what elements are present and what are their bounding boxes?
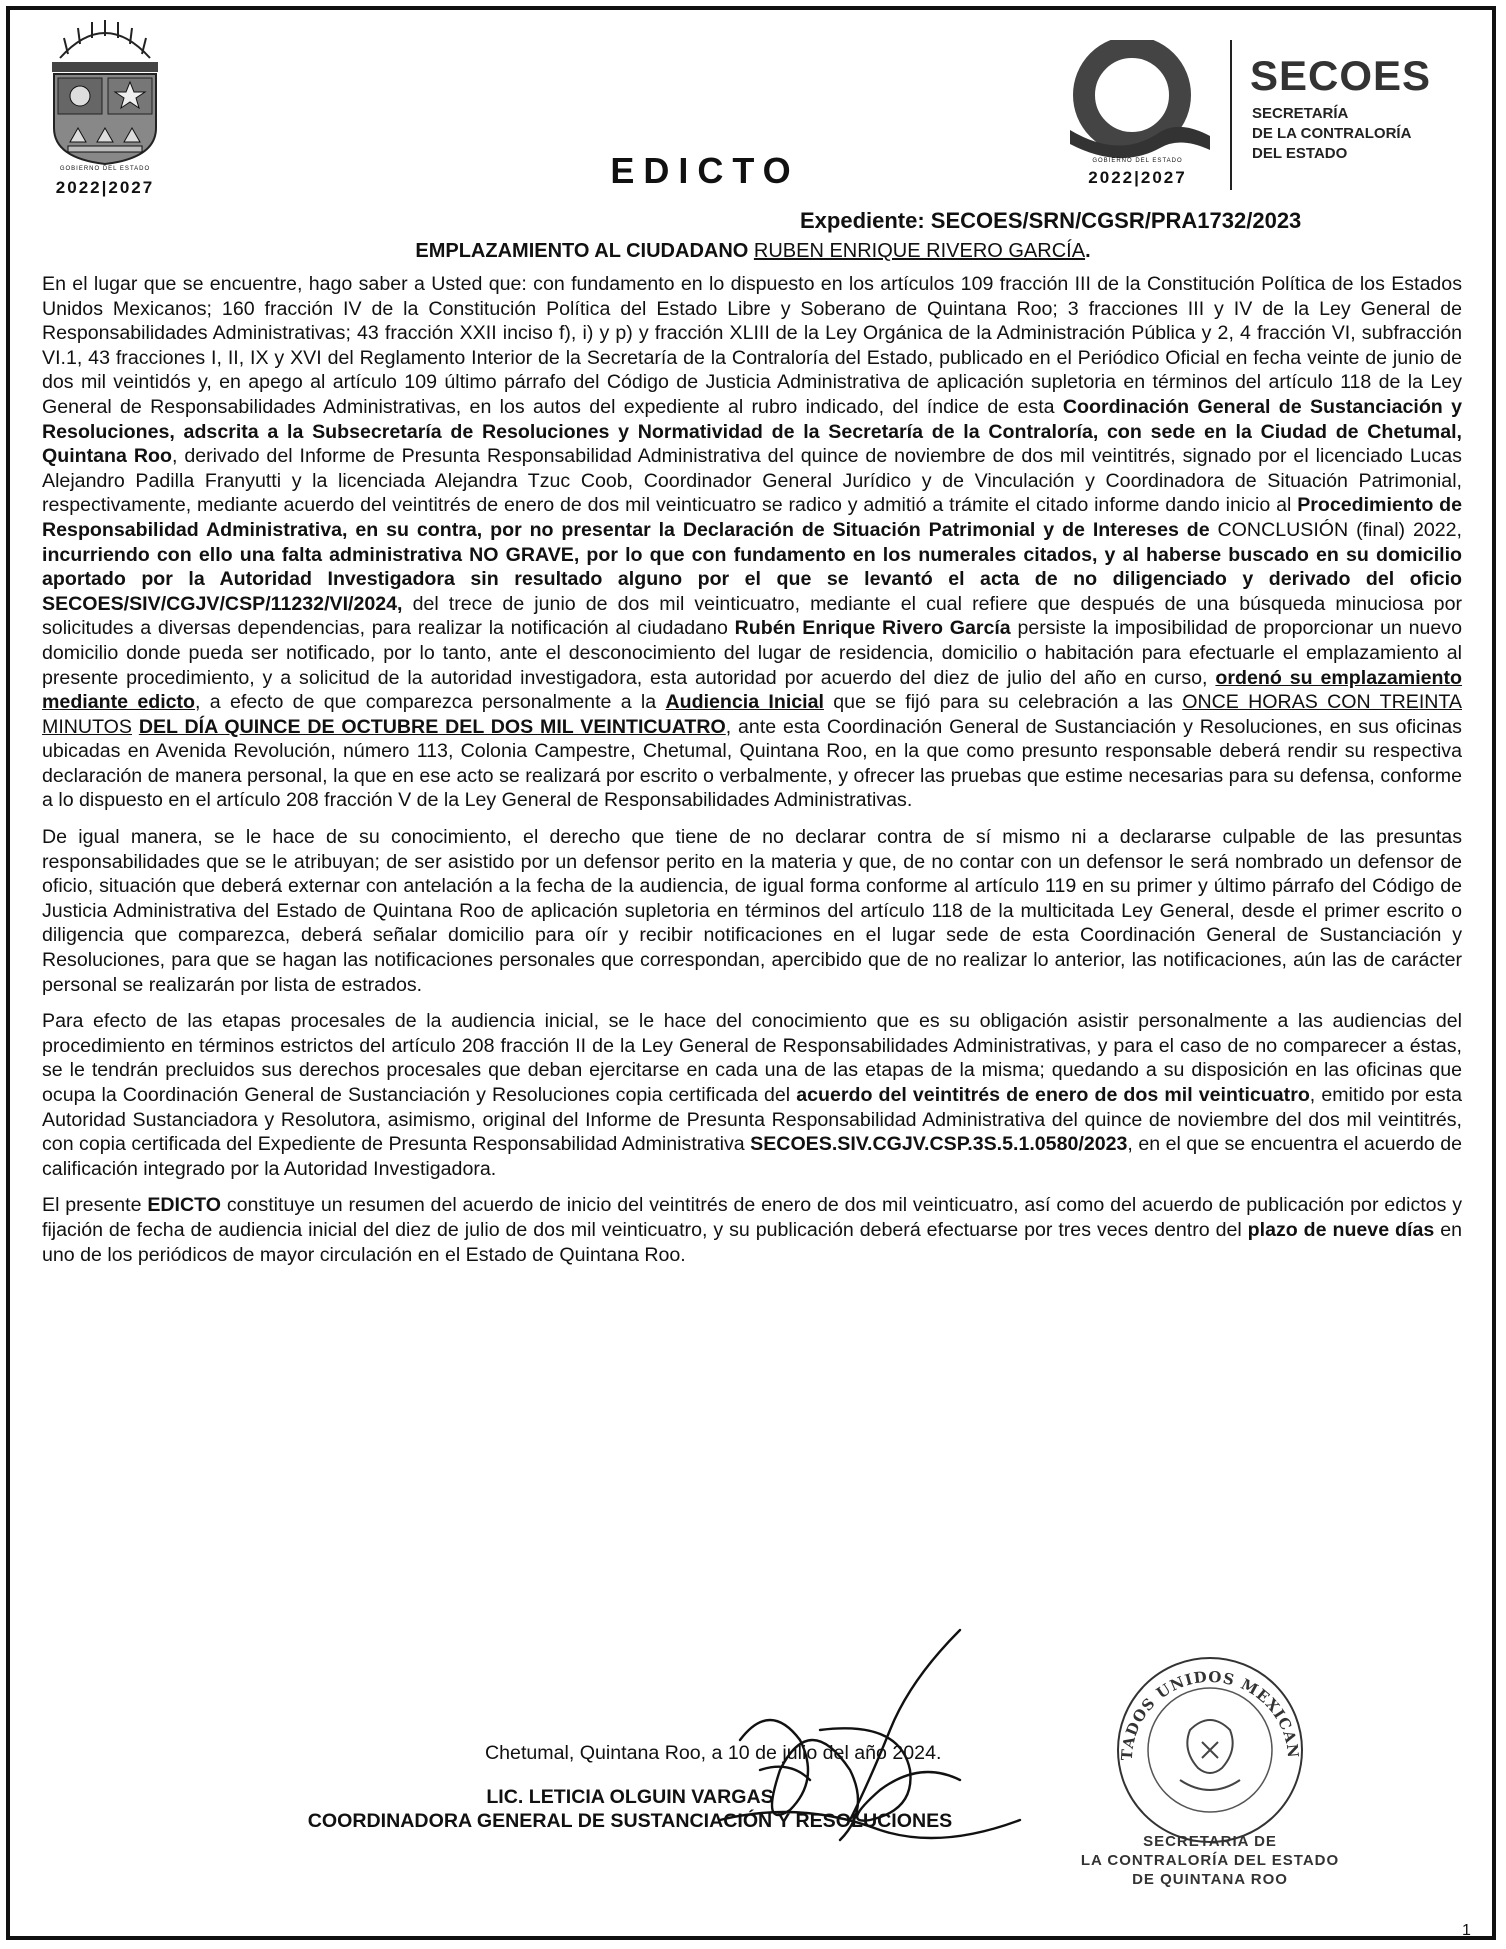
q-logo-years: 2022|2027 (1088, 168, 1187, 187)
text-run-bold-underlined: Audiencia Inicial (665, 691, 824, 714)
heading-suffix: . (1085, 240, 1091, 262)
text-run-bold: acuerdo del veintitrés de enero de dos mil veinticuatro (796, 1084, 1310, 1106)
text-run: El presente (42, 1194, 148, 1217)
paragraph-3 (42, 1009, 1462, 1181)
expediente-number: Expediente: SECOES/SRN/CGSR/PRA1732/2023 (800, 208, 1302, 233)
text-run-bold: Procedimiento de Responsabilidad Administrativa, en su contra, por no presentar la Declaración de Situación Patrimonial y de Intereses de (42, 494, 1462, 541)
text-run-bold: Rubén Enrique Rivero García (734, 617, 1011, 640)
seal-office-line: LA CONTRALORÍA DEL ESTADO (1080, 1852, 1340, 1869)
q-logo-icon (1060, 40, 1215, 160)
heading-name: RUBEN ENRIQUE RIVERO GARCÍA (753, 240, 1086, 262)
secoes-brand: SECOES (1250, 52, 1432, 99)
text-run-bold: Coordinación General de Sustanciación y Resoluciones, adscrita a la Subsecretaría de Resoluciones y Normatividad de la Secretaría de la Contraloría, con sede en la Ciudad de Chetumal, Quintana Roo (42, 395, 1462, 468)
secoes-subtitle-line: DE LA CONTRALORÍA (1252, 125, 1412, 142)
svg-text:ESTADOS UNIDOS MEXICANOS (1110, 1650, 1302, 1761)
seal-office-text (1030, 1832, 1390, 1889)
text-run: CONCLUSIÓN (final) 2022, (1209, 518, 1462, 541)
text-run: en uno de los periódicos de mayor circulación en el Estado de Quintana Roo. (42, 1218, 1462, 1266)
text-run-bold-underlined: ordenó su emplazamiento mediante edicto (42, 666, 1463, 714)
text-run-underlined: ONCE HORAS CON TREINTA MINUTOS (42, 691, 1462, 738)
document-title: EDICTO (610, 150, 800, 191)
paragraph-2: De igual manera, se le hace de su conocimiento, el derecho que tiene de no declarar contra de sí mismo ni a declararse culpable de las presuntas responsabilidades que se le atribuyan; de ser asistido por un defensor perito en la materia y que, de no contar con un defensor le será nombrado un defensor de oficio, situación que deberá externar con antelación a la fecha de la audiencia, de igual forma conforme al artículo 119 en su primer y último párrafo del Código de Justicia Administrativa del Estado de Quintana Roo de aplicación supletoria en términos del artículo 118 de la multicitada Ley General, desde el primer escrito o diligencia que comparezca, deberá señalar domicilio para oír y recibir notificaciones en el lugar sede de esta Coordinación General de Sustanciación y Resoluciones, para que se hagan las notificaciones personales que correspondan, apercibido que de no realizar lo anterior, las notificaciones, aún las de carácter personal se realizarán por lista de estrados. (42, 826, 1462, 996)
text-run: persiste la imposibilidad de proporcionar un nuevo domicilio donde pueda ser notificado, por lo tanto, ante el desconocimiento del lugar de residencia, domicilio o habitación para efectuarle el emplazamiento al presente procedimiento, y a solicitud de la autoridad investigadora, esta autoridad por acuerdo del diez de julio del año en curso, (42, 617, 1462, 689)
document-body (42, 272, 1462, 1279)
text-run-bold-underlined: DEL DÍA QUINCE DE OCTUBRE DEL DOS MIL VEINTICUATRO (138, 715, 726, 738)
left-logo-years: 2022|2027 (55, 178, 155, 197)
q-logo-gov-label: GOBIERNO DEL ESTADO (1092, 158, 1183, 164)
seal-office-line: DE QUINTANA ROO (1132, 1871, 1288, 1888)
secoes-subtitle-line: DEL ESTADO (1252, 145, 1348, 162)
paragraph-4 (42, 1193, 1462, 1267)
text-run: En el lugar que se encuentre, hago saber a Usted que: con fundamento en lo dispuesto en los artículos 109 fracción III de la Constitución Política de los Estados Unidos Mexicanos; 160 fracción IV de la Constitución Política del Estado Libre y Soberano de Quintana Roo; 3 fracciones III y IV de la Ley General de Responsabilidades Administrativas; 43 fracción XXII inciso f), i) y p) y fracción XLIII de la Ley Orgánica de la Administración Pública y 2, 4 fracción VI, subfracción VI.1, 43 fracciones I, II, IX y XVI del Reglamento Interior de la Secretaría de la Contraloría del Estado, publicado en el Periódico Oficial en fecha veinte de junio de dos mil veintidós y, en apego al artículo 109 último párrafo del Código de Justicia Administrativa de aplicación supletoria en términos del artículo 118 de la Ley General de Responsabilidades Administrativas, en los autos del expediente al rubro indicado, del índice de esta (42, 273, 1462, 418)
text-run-bold: EDICTO (147, 1194, 221, 1217)
text-run: , emitido por esta Autoridad Sustanciadora y Resolutora, asimismo, original del Informe de Presunta Responsabilidad Administrativa del quince de noviembre del dos mil veintitrés, con copia certificada del Expediente de Presunta Responsabilidad Administrativa (42, 1084, 1463, 1156)
text-run-bold: plazo de nueve días (1247, 1218, 1435, 1241)
text-run (132, 716, 139, 738)
text-run-bold: SECOES.SIV.CGJV.CSP.3S.5.1.0580/2023 (750, 1133, 1128, 1156)
city-date: Chetumal, Quintana Roo, a 10 de julio del año 2024. (485, 1742, 942, 1764)
text-run: que se fijó para su celebración a las (823, 691, 1183, 714)
seal-office-line: SECRETARIA DE (1143, 1833, 1277, 1850)
seal-text: TADOS UNIDOS MEXICAN (1117, 1667, 1303, 1761)
signer-name: LIC. LETICIA OLGUIN VARGAS (486, 1786, 774, 1808)
text-run: Para efecto de las etapas procesales de la audiencia inicial, se le hace del conocimiento que es su obligación asistir personalmente a las audiencias del procedimiento en términos estrictos del artículo 208 fracción II de la Ley General de Responsabilidades Administrativas, y para el caso de no comparecer a éstas, se le tendrán precluidos sus derechos procesales que deban ejercitarse en cada una de las etapas de la misma; quedando a su disposición en las oficinas que ocupa la Coordinación General de Sustanciación y Resoluciones copia certificada del (42, 1010, 1462, 1106)
text-run: constituye un resumen del acuerdo de inicio del veintitrés de enero de dos mil veinticuatro, así como del acuerdo de publicación por edictos y fijación de fecha de audiencia inicial del diez de julio de dos mil veinticuatro, y su publicación deberá efectuarse por tres veces dentro del (42, 1194, 1463, 1241)
text-run: , ante esta Coordinación General de Sustanciación y Resoluciones, en sus oficinas ubicadas en Avenida Revolución, número 113, Colonia Campestre, Chetumal, Quintana Roo, en la que como presunto responsable deberá rendir su respectiva declaración de manera personal, la que en ese acto se realizará por escrito o verbalmente, y ofrecer las pruebas que estime necesarias para su defensa, conforme a lo dispuesto en el artículo 208 fracción V de la Ley General de Responsabilidades Administrativas. (42, 715, 1462, 812)
text-run: , en el que se encuentra el acuerdo de calificación integrado por la Autoridad Investigadora. (42, 1133, 1462, 1180)
page-number: 1 (1462, 1922, 1471, 1939)
paragraph-1 (42, 272, 1462, 813)
text-run-bold: incurriendo con ello una falta administrativa NO GRAVE, por lo que con fundamento en los numerales citados, y al haberse buscado en su domicilio aportado por la Autoridad Investigadora sin resultado alguno por el que se levantó el acta de no diligenciado y derivado del oficio SECOES/SIV/CGJV/CSP/11232/VI/2024, (42, 543, 1462, 615)
text-run: , a efecto de que comparezca personalmente a la (195, 691, 666, 714)
left-logo-gov-label: GOBIERNO DEL ESTADO (59, 166, 151, 172)
text-run: , derivado del Informe de Presunta Responsabilidad Administrativa del quince de noviembre de dos mil veintitrés, signado por el licenciado Lucas Alejandro Padilla Franyutti y la licenciada Alejandra Tzuc Coob, Coordinador General Jurídico y de Vinculación y Coordinadora de Situación Patrimonial, respectivamente, mediante acuerdo del veintitrés de enero de dos mil veinticuatro se radico y admitió a trámite el citado informe dando inicio al (42, 445, 1462, 517)
signer-title: COORDINADORA GENERAL DE SUSTANCIACIÓN Y RESOLUCIONES (307, 1810, 953, 1832)
secoes-subtitle-line: SECRETARÍA (1252, 105, 1349, 122)
text-run: del trece de junio de dos mil veinticuatro, mediante el cual refiere que después de una búsqueda minuciosa por solicitudes a diversas dependencias, para realizar la notificación al ciudadano (42, 592, 1462, 640)
coat-of-arms-icon (40, 18, 170, 168)
heading-prefix: EMPLAZAMIENTO AL CIUDADANO (415, 240, 754, 262)
summons-heading (0, 240, 1506, 263)
